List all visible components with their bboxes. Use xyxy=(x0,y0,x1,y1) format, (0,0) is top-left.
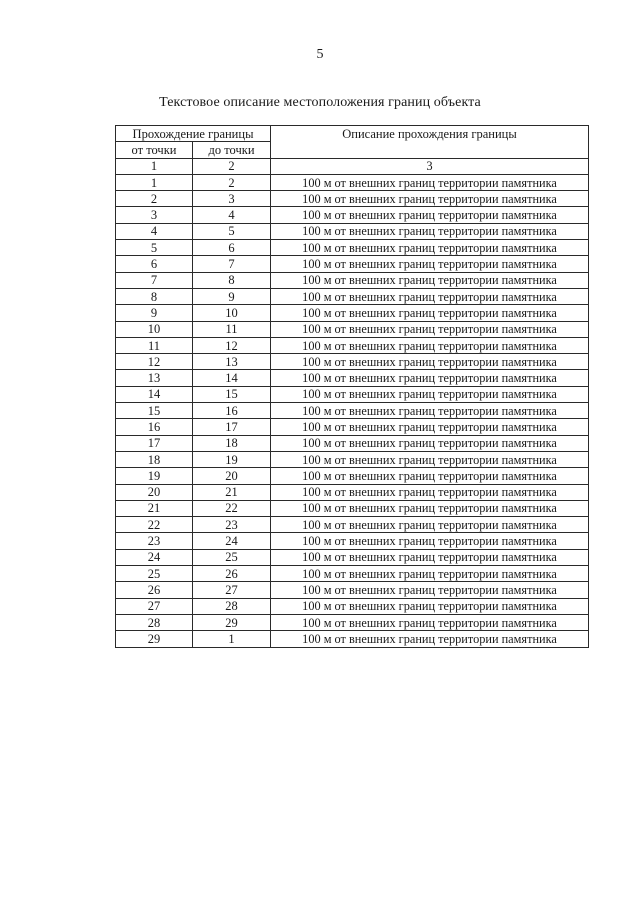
cell-description: 100 м от внешних границ территории памятника xyxy=(271,256,589,272)
table-row xyxy=(116,191,589,207)
cell-from-point: 25 xyxy=(116,566,193,582)
cell-from-point: 16 xyxy=(116,419,193,435)
cell-from-point: 27 xyxy=(116,598,193,614)
table-row xyxy=(116,435,589,451)
cell-to-point: 5 xyxy=(193,223,271,239)
cell-description: 100 м от внешних границ территории памятника xyxy=(271,549,589,565)
cell-description: 100 м от внешних границ территории памятника xyxy=(271,582,589,598)
table-row xyxy=(116,370,589,386)
cell-to-point: 2 xyxy=(193,174,271,190)
cell-description: 100 м от внешних границ территории памятника xyxy=(271,370,589,386)
table-row xyxy=(116,468,589,484)
cell-from-point: 24 xyxy=(116,549,193,565)
table-row xyxy=(116,533,589,549)
cell-description: 100 м от внешних границ территории памятника xyxy=(271,288,589,304)
cell-description: 100 м от внешних границ территории памятника xyxy=(271,598,589,614)
cell-to-point: 3 xyxy=(193,191,271,207)
table-row xyxy=(116,288,589,304)
cell-from-point: 9 xyxy=(116,305,193,321)
cell-from-point: 14 xyxy=(116,386,193,402)
cell-description: 100 м от внешних границ территории памятника xyxy=(271,566,589,582)
cell-to-point: 7 xyxy=(193,256,271,272)
document-title: Текстовое описание местоположения границ объекта xyxy=(159,95,481,110)
table-row xyxy=(116,272,589,288)
cell-to-point: 1 xyxy=(193,631,271,647)
cell-to-point: 15 xyxy=(193,386,271,402)
cell-to-point: 10 xyxy=(193,305,271,321)
cell-from-point: 26 xyxy=(116,582,193,598)
cell-from-point: 22 xyxy=(116,517,193,533)
cell-from-point: 15 xyxy=(116,403,193,419)
cell-to-point: 24 xyxy=(193,533,271,549)
table-row xyxy=(116,582,589,598)
table-row xyxy=(116,403,589,419)
cell-from-point: 23 xyxy=(116,533,193,549)
cell-description: 100 м от внешних границ территории памятника xyxy=(271,207,589,223)
table-body xyxy=(116,174,589,647)
boundary-description-table xyxy=(115,125,589,648)
table-row xyxy=(116,256,589,272)
cell-to-point: 25 xyxy=(193,549,271,565)
table-row xyxy=(116,517,589,533)
cell-to-point: 19 xyxy=(193,451,271,467)
cell-description: 100 м от внешних границ территории памятника xyxy=(271,631,589,647)
cell-from-point: 2 xyxy=(116,191,193,207)
cell-description: 100 м от внешних границ территории памятника xyxy=(271,500,589,516)
column-number-1: 1 xyxy=(116,158,193,174)
table-row xyxy=(116,240,589,256)
cell-to-point: 8 xyxy=(193,272,271,288)
cell-description: 100 м от внешних границ территории памятника xyxy=(271,517,589,533)
cell-from-point: 4 xyxy=(116,223,193,239)
cell-to-point: 22 xyxy=(193,500,271,516)
cell-to-point: 29 xyxy=(193,614,271,630)
cell-description: 100 м от внешних границ территории памятника xyxy=(271,386,589,402)
cell-description: 100 м от внешних границ территории памятника xyxy=(271,533,589,549)
cell-to-point: 27 xyxy=(193,582,271,598)
table-header xyxy=(116,126,589,175)
cell-description: 100 м от внешних границ территории памятника xyxy=(271,468,589,484)
column-number-3: 3 xyxy=(271,158,589,174)
cell-from-point: 8 xyxy=(116,288,193,304)
cell-description: 100 м от внешних границ территории памятника xyxy=(271,240,589,256)
cell-from-point: 17 xyxy=(116,435,193,451)
cell-to-point: 13 xyxy=(193,354,271,370)
table-row xyxy=(116,223,589,239)
table-row xyxy=(116,484,589,500)
cell-from-point: 29 xyxy=(116,631,193,647)
cell-to-point: 11 xyxy=(193,321,271,337)
cell-from-point: 19 xyxy=(116,468,193,484)
table-row xyxy=(116,614,589,630)
cell-to-point: 20 xyxy=(193,468,271,484)
cell-from-point: 20 xyxy=(116,484,193,500)
table-row xyxy=(116,386,589,402)
cell-description: 100 м от внешних границ территории памятника xyxy=(271,321,589,337)
table-row xyxy=(116,207,589,223)
cell-description: 100 м от внешних границ территории памятника xyxy=(271,484,589,500)
cell-to-point: 21 xyxy=(193,484,271,500)
table-row xyxy=(116,631,589,647)
cell-description: 100 м от внешних границ территории памятника xyxy=(271,174,589,190)
cell-from-point: 11 xyxy=(116,337,193,353)
page-number: 5 xyxy=(316,47,324,62)
cell-from-point: 1 xyxy=(116,174,193,190)
table-row xyxy=(116,305,589,321)
cell-description: 100 м от внешних границ территории памятника xyxy=(271,435,589,451)
cell-from-point: 13 xyxy=(116,370,193,386)
cell-from-point: 3 xyxy=(116,207,193,223)
cell-from-point: 6 xyxy=(116,256,193,272)
table-row xyxy=(116,354,589,370)
cell-description: 100 м от внешних границ территории памятника xyxy=(271,223,589,239)
cell-to-point: 4 xyxy=(193,207,271,223)
header-row-group xyxy=(116,126,589,142)
cell-to-point: 17 xyxy=(193,419,271,435)
cell-to-point: 28 xyxy=(193,598,271,614)
header-description: Описание прохождения границы xyxy=(271,126,589,159)
table-row xyxy=(116,598,589,614)
cell-description: 100 м от внешних границ территории памятника xyxy=(271,614,589,630)
cell-description: 100 м от внешних границ территории памятника xyxy=(271,403,589,419)
cell-from-point: 7 xyxy=(116,272,193,288)
cell-to-point: 23 xyxy=(193,517,271,533)
cell-to-point: 14 xyxy=(193,370,271,386)
cell-description: 100 м от внешних границ территории памятника xyxy=(271,419,589,435)
cell-to-point: 6 xyxy=(193,240,271,256)
table-row xyxy=(116,566,589,582)
cell-description: 100 м от внешних границ территории памятника xyxy=(271,272,589,288)
cell-description: 100 м от внешних границ территории памятника xyxy=(271,337,589,353)
cell-from-point: 28 xyxy=(116,614,193,630)
table-row xyxy=(116,451,589,467)
cell-from-point: 5 xyxy=(116,240,193,256)
cell-from-point: 18 xyxy=(116,451,193,467)
cell-description: 100 м от внешних границ территории памятника xyxy=(271,354,589,370)
table-row xyxy=(116,419,589,435)
cell-to-point: 12 xyxy=(193,337,271,353)
cell-description: 100 м от внешних границ территории памятника xyxy=(271,451,589,467)
cell-to-point: 16 xyxy=(193,403,271,419)
cell-description: 100 м от внешних границ территории памятника xyxy=(271,305,589,321)
header-to-point: до точки xyxy=(193,142,271,158)
cell-to-point: 26 xyxy=(193,566,271,582)
header-boundary-passage: Прохождение границы xyxy=(116,126,271,142)
cell-to-point: 18 xyxy=(193,435,271,451)
column-number-row xyxy=(116,158,589,174)
table-row xyxy=(116,549,589,565)
table-row xyxy=(116,321,589,337)
cell-from-point: 21 xyxy=(116,500,193,516)
cell-to-point: 9 xyxy=(193,288,271,304)
cell-from-point: 12 xyxy=(116,354,193,370)
table-row xyxy=(116,337,589,353)
cell-from-point: 10 xyxy=(116,321,193,337)
table-row xyxy=(116,500,589,516)
table-row xyxy=(116,174,589,190)
header-from-point: от точки xyxy=(116,142,193,158)
column-number-2: 2 xyxy=(193,158,271,174)
cell-description: 100 м от внешних границ территории памятника xyxy=(271,191,589,207)
